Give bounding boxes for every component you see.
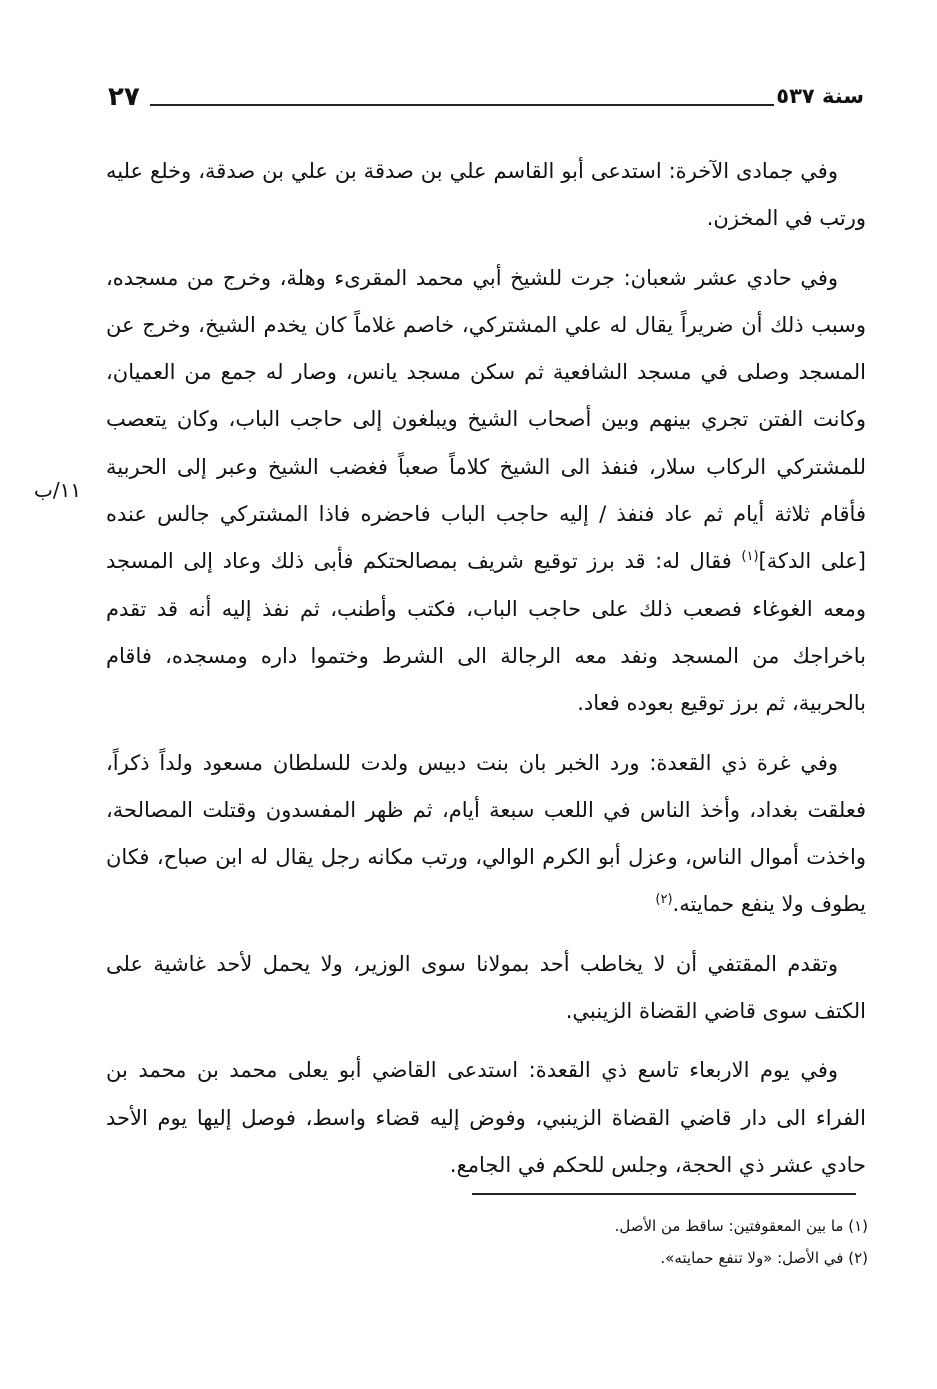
paragraph-shaban: [106, 255, 866, 728]
paragraph-wednesday: وفي يوم الاربعاء تاسع ذي القعدة: استدعى القاضي أبو يعلى محمد بن محمد بن الفراء الى دار قاضي القضاة الزينبي، وفوض إليه قضاء واسط، فوصل إليها يوم الأحد حادي عشر ذي الحجة، وجلس للحكم في الجامع.: [106, 1058, 866, 1177]
footnote-separator: [472, 1193, 856, 1195]
paragraph-dhul-qada: [106, 740, 866, 929]
page-number: ٢٧: [108, 82, 140, 112]
paragraph-jumada: وفي جمادى الآخرة: استدعى أبو القاسم علي بن صدقة بن علي بن صدقة، وخلع عليه ورتب في المخزن.: [106, 159, 866, 231]
page-header: [108, 82, 864, 122]
footnotes: [400, 1210, 868, 1274]
manuscript-folio-marker: ١١/ب: [34, 478, 82, 502]
paragraph-shaban-part2: فقال له: قد برز توقيع شريف بمصالحتكم فأبى ذلك وعاد إلى المسجد ومعه الغوغاء فصعب ذلك على حاجب الباب، فكتب وأطنب، ثم نفذ إليه أنه قد تقدم باخراجك من المسجد ونفد معه الرجالة الى الشرط وختموا داره ومسجده، فاقام بالحربية، ثم برز توقيع بعوده فعاد.: [106, 549, 866, 716]
footnote-ref-1: (١): [741, 549, 759, 565]
footnote-ref-2: (٢): [655, 892, 673, 908]
header-rule: [150, 104, 774, 106]
footnote-1: (١) ما بين المعقوفتين: ساقط من الأصل.: [614, 1217, 868, 1235]
paragraph-dhul-qada-text: وفي غرة ذي القعدة: ورد الخبر بان بنت دبيس ولدت للسلطان مسعود ولداً ذكراً، فعلقت بغداد، وأخذ الناس في اللعب سبعة أيام، ثم ظهر المفسدون وقتلت المصالحة، واخذت أموال الناس، وعزل أبو الكرم الوالي، ورتب مكانه رجل يقال له ابن صباح، فكان يطوف ولا ينفع حمايته.: [106, 750, 866, 917]
footnote-2: (٢) في الأصل: «ولا تنفع حمايته».: [660, 1249, 868, 1267]
header-year: سنة ٥٣٧: [776, 84, 864, 108]
paragraph-shaban-part1: وفي حادي عشر شعبان: جرت للشيخ أبي محمد المقرىء وهلة، وخرج من مسجده، وسبب ذلك أن ضريراً يقال له علي المشتركي، خاصم غلاماً كان يخدم الشيخ، وخرج عن المسجد وصلى في مسجد الشافعية ثم سكن مسجد يانس، وصار له جمع من العميان، وكانت الفتن تجري بينهم وبين أصحاب الشيخ ويبلغون إلى حاجب الباب، وكان يتعصب للمشتركي الركاب سلار، فنفذ الى الشيخ كلاماً صعباً فغضب الشيخ وعبر إلى الحربية فأقام ثلاثة أيام ثم عاد فنفذ / إليه حاجب الباب فاحضره فاذا المشتركي جالس عنده [على الدكة]: [106, 265, 866, 574]
main-text: [106, 148, 866, 1189]
paragraph-muqtafi: وتقدم المقتفي أن لا يخاطب أحد بمولانا سوى الوزير، ولا يحمل لأحد غاشية على الكتف سوى قاضي القضاة الزينبي.: [106, 951, 866, 1024]
